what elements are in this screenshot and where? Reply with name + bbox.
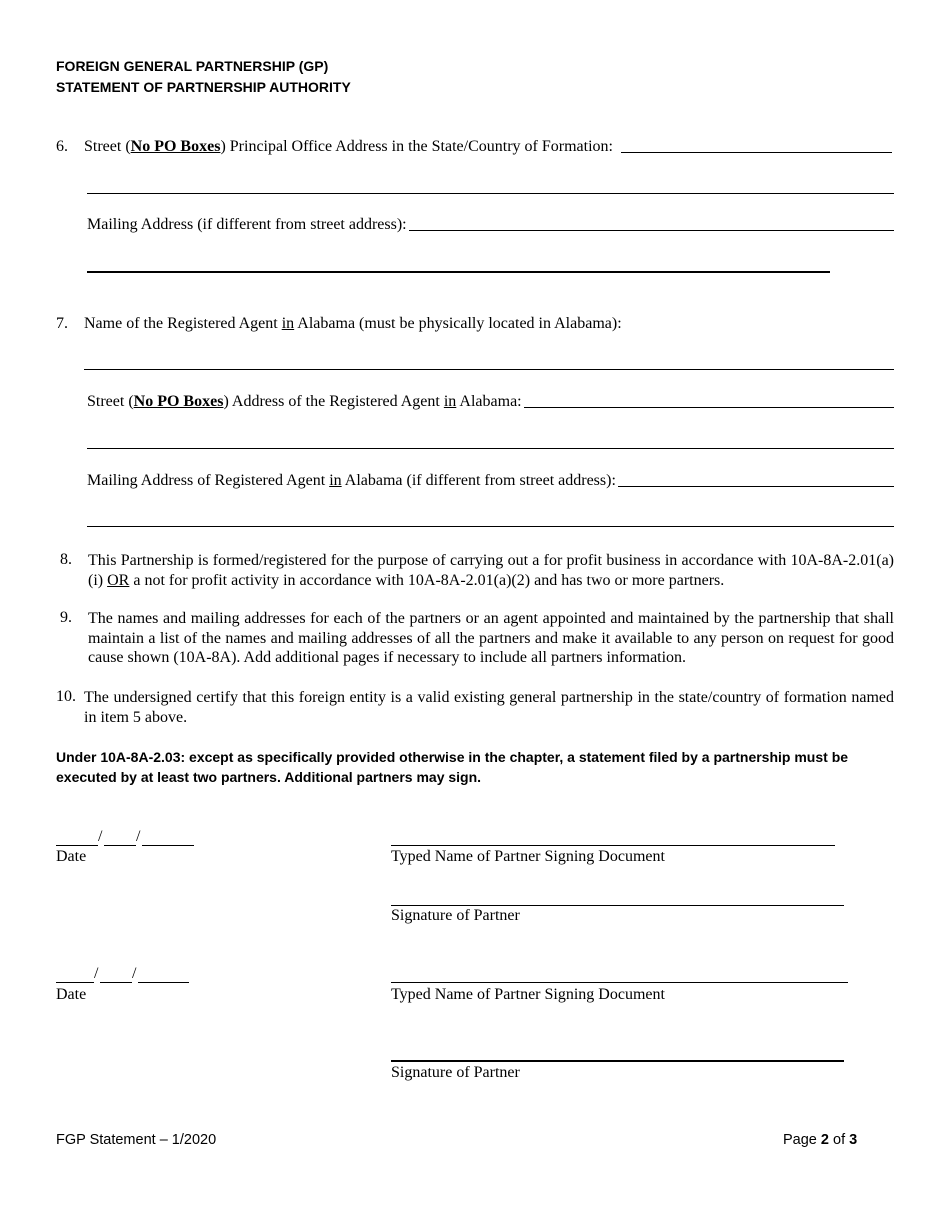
- signature-line-2[interactable]: [391, 1060, 844, 1062]
- page-indicator: Page 2 of 3: [783, 1132, 858, 1148]
- date-label-2: Date: [56, 986, 87, 1003]
- item-8-text: This Partnership is formed/registered for the purpose of carrying out a for profit business in accordance with 10A-8A-2.01(a)(i) OR a not for profit activity in accordance with 10A-8A-2.01(a)(2) and has two or more partners.: [88, 552, 894, 589]
- date-label-1: Date: [56, 848, 87, 865]
- signature-label-2: Signature of Partner: [391, 1064, 520, 1081]
- mailing-address-label: Mailing Address (if different from street address):: [87, 216, 407, 233]
- item-10-text: The undersigned certify that this foreign entity is a valid existing general partnership in the state/country of formation named in item 5 above.: [84, 689, 894, 726]
- item-8-number: 8.: [60, 551, 72, 568]
- item-7-number: 7.: [56, 315, 68, 332]
- agent-street-label: Street (No PO Boxes) Address of the Registered Agent in Alabama:: [87, 393, 522, 410]
- typed-name-label-2: Typed Name of Partner Signing Document: [391, 986, 665, 1003]
- date-separator: /: [94, 965, 99, 982]
- item-9-number: 9.: [60, 609, 72, 626]
- registered-agent-name-line[interactable]: [84, 369, 894, 370]
- agent-street-line-2[interactable]: [87, 448, 894, 449]
- mailing-address-field[interactable]: [87, 216, 894, 234]
- date-separator: /: [98, 828, 103, 845]
- item-10-number: 10.: [56, 688, 76, 705]
- principal-office-label: Street (No PO Boxes) Principal Office Address in the State/Country of Formation:: [84, 138, 613, 155]
- date-separator: /: [132, 965, 137, 982]
- typed-name-line-2[interactable]: [391, 982, 848, 983]
- typed-name-label-1: Typed Name of Partner Signing Document: [391, 848, 665, 865]
- registered-agent-name-label: Name of the Registered Agent in Alabama (must be physically located in Alabama):: [84, 315, 622, 332]
- signature-line-1[interactable]: [391, 905, 844, 906]
- agent-mailing-line-2[interactable]: [87, 526, 894, 527]
- mailing-address-line-2[interactable]: [87, 271, 830, 273]
- typed-name-line-1[interactable]: [391, 845, 835, 846]
- form-subtitle: STATEMENT OF PARTNERSHIP AUTHORITY: [56, 79, 351, 95]
- item-9-text: The names and mailing addresses for each of the partners or an agent appointed and maintained by the partnership that shall maintain a list of the names and mailing addresses of all the partners and make it available to any person on request for good cause shown (10A-8A). Add additional pages if necessary to include all partners information.: [88, 610, 894, 666]
- item-6-number: 6.: [56, 138, 68, 155]
- form-title: FOREIGN GENERAL PARTNERSHIP (GP): [56, 58, 329, 74]
- agent-street-field[interactable]: [87, 393, 894, 411]
- signature-label-1: Signature of Partner: [391, 907, 520, 924]
- agent-mailing-label: Mailing Address of Registered Agent in Alabama (if different from street address):: [87, 472, 616, 489]
- principal-office-line-2[interactable]: [87, 193, 894, 194]
- principal-office-field[interactable]: [84, 138, 892, 156]
- agent-mailing-field[interactable]: [87, 472, 894, 490]
- execution-notice: Under 10A-8A-2.03: except as specifically provided otherwise in the chapter, a statement filed by a partnership must be executed by at least two partners. Additional partners may sign.: [56, 749, 849, 785]
- date-separator: /: [136, 828, 141, 845]
- footer-form-id: FGP Statement – 1/2020: [56, 1132, 217, 1148]
